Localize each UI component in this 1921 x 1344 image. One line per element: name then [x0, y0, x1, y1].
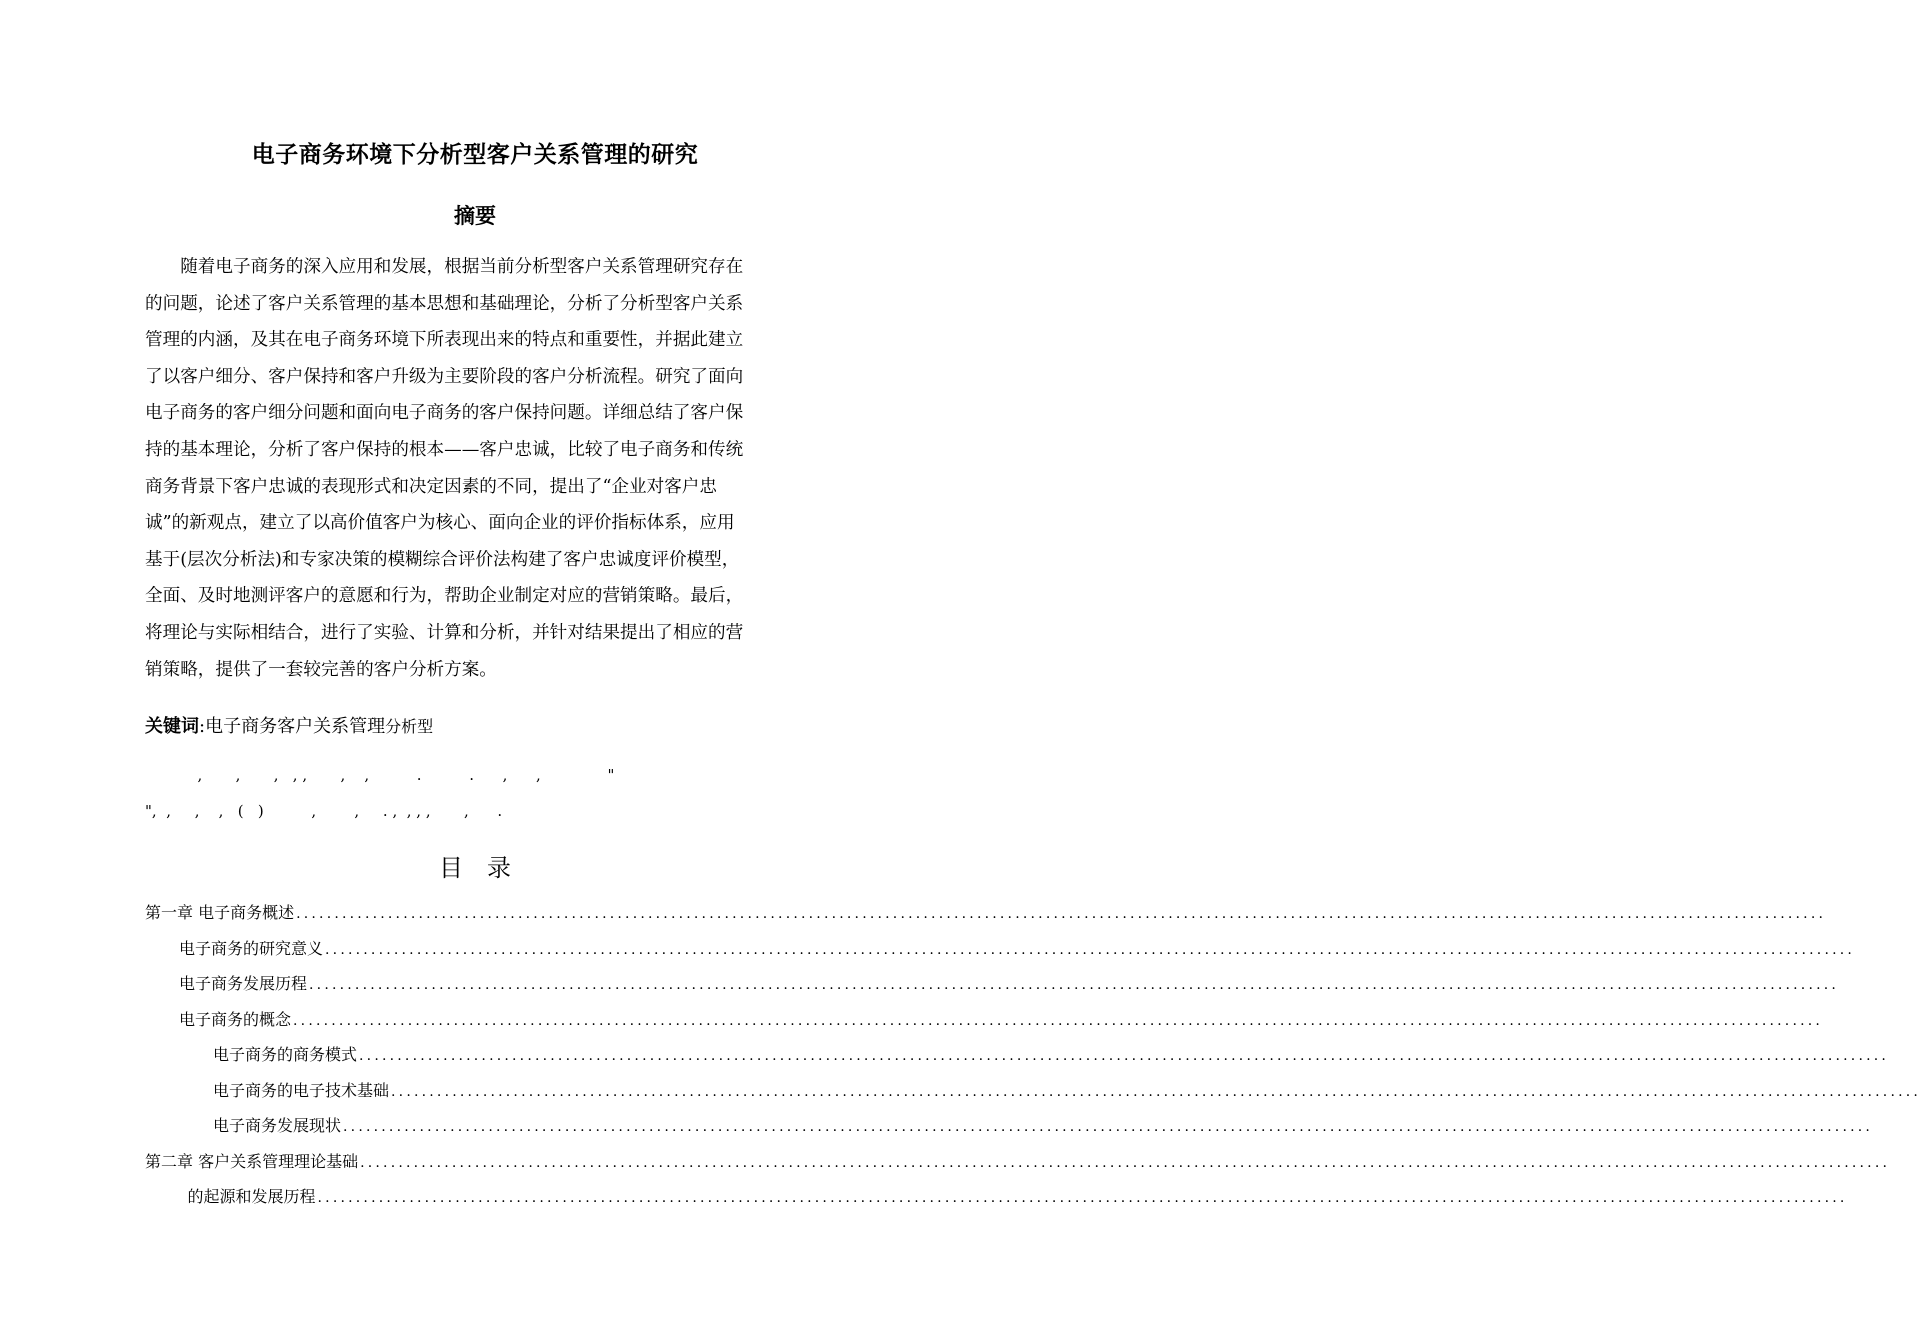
toc-entry-label: 电子商务的研究意义: [179, 938, 324, 958]
english-abstract-residue-line: , , , , , , , . . , , ": [145, 766, 615, 784]
keywords-small: 分析型: [385, 717, 434, 736]
toc-leader-dots: ........................................................................................................................................................................................................: [309, 977, 1840, 993]
abstract-line: 全面、及时地测评客户的意愿和行为，帮助企业制定对应的营销策略。最后，: [145, 586, 744, 607]
toc-leader-dots: ........................................................................................................................................................................................................: [391, 1083, 1921, 1100]
toc-entry-label: 第一章 电子商务概述: [145, 903, 295, 922]
english-abstract-residue-line: ", , , , ( ) , , . , , , , , .: [145, 802, 503, 820]
abstract-line: 持的基本理论，分析了客户保持的根本——客户忠诚，比较了电子商务和传统: [145, 439, 744, 460]
toc-entry-label: 电子商务发展历程: [179, 974, 308, 993]
toc-heading: [0, 848, 950, 883]
toc-entry[interactable]: [179, 971, 1840, 999]
abstract-line: 销策略，提供了一套较完善的客户分析方案。: [145, 659, 497, 680]
abstract-line: 的问题，论述了客户关系管理的基本思想和基础理论，分析了分析型客户关系: [145, 293, 744, 314]
abstract-line: 电子商务的客户细分问题和面向电子商务的客户保持问题。详细总结了客户保: [145, 403, 744, 424]
abstract-line: 将理论与实际相结合，进行了实验、计算和分析，并针对结果提出了相应的营: [145, 622, 744, 643]
toc-leader-dots: ........................................................................................................................................................................................................: [317, 1190, 1848, 1206]
abstract-heading: 摘要: [454, 204, 496, 228]
toc-entry-label: 的起源和发展历程: [187, 1187, 316, 1206]
toc-entry-label: 电子商务发展现状: [213, 1116, 342, 1135]
abstract-body: [145, 252, 805, 691]
toc-entry[interactable]: [179, 936, 1856, 964]
toc-leader-dots: ........................................................................................................................................................................................................: [343, 1119, 1874, 1135]
keywords-line: [145, 712, 433, 738]
toc-entry-label: 电子商务的概念: [179, 1009, 292, 1029]
toc-entry-label: 第二章 客户关系管理理论基础: [145, 1151, 359, 1171]
toc-entry[interactable]: [179, 1007, 1824, 1035]
abstract-line: 基于(层次分析法)和专家决策的模糊综合评价法构建了客户忠诚度评价模型，: [145, 549, 740, 570]
toc-entry[interactable]: [145, 1149, 1891, 1177]
toc-leader-dots: ........................................................................................................................................................................................................: [325, 941, 1856, 958]
abstract-line: 商务背景下客户忠诚的表现形式和决定因素的不同，提出了“企业对客户忠: [145, 476, 717, 497]
keywords-main: 电子商务客户关系管理: [205, 716, 386, 737]
toc-entry-label: 电子商务的电子技术基础: [213, 1080, 390, 1100]
abstract-line: 管理的内涵，及其在电子商务环境下所表现出来的特点和重要性，并据此建立: [145, 330, 744, 351]
toc-leader-dots: ........................................................................................................................................................................................................: [293, 1012, 1824, 1029]
toc-entry[interactable]: [187, 1184, 1848, 1212]
toc-entry-label: 电子商务的商务模式: [213, 1045, 358, 1064]
toc-entry[interactable]: [213, 1078, 1921, 1106]
keywords-label: 关键词: [145, 716, 199, 737]
abstract-line: 了以客户细分、客户保持和客户升级为主要阶段的客户分析流程。研究了面向: [145, 366, 744, 387]
toc-entry[interactable]: [145, 900, 1827, 928]
document-title: 电子商务环境下分析型客户关系管理的研究: [251, 142, 699, 168]
abstract-line: 诚”的新观点，建立了以高价值客户为核心、面向企业的评价指标体系，应用: [145, 513, 735, 534]
keywords-colon: :: [199, 716, 206, 737]
toc-leader-dots: ........................................................................................................................................................................................................: [360, 1154, 1891, 1171]
toc-heading-text: 目 录: [439, 854, 511, 882]
toc-entry[interactable]: [213, 1113, 1874, 1141]
toc-entry[interactable]: [213, 1042, 1890, 1070]
abstract-line: 随着电子商务的深入应用和发展，根据当前分析型客户关系管理研究存在: [145, 257, 744, 277]
toc-leader-dots: ........................................................................................................................................................................................................: [296, 906, 1827, 922]
toc-leader-dots: ........................................................................................................................................................................................................: [359, 1048, 1890, 1064]
